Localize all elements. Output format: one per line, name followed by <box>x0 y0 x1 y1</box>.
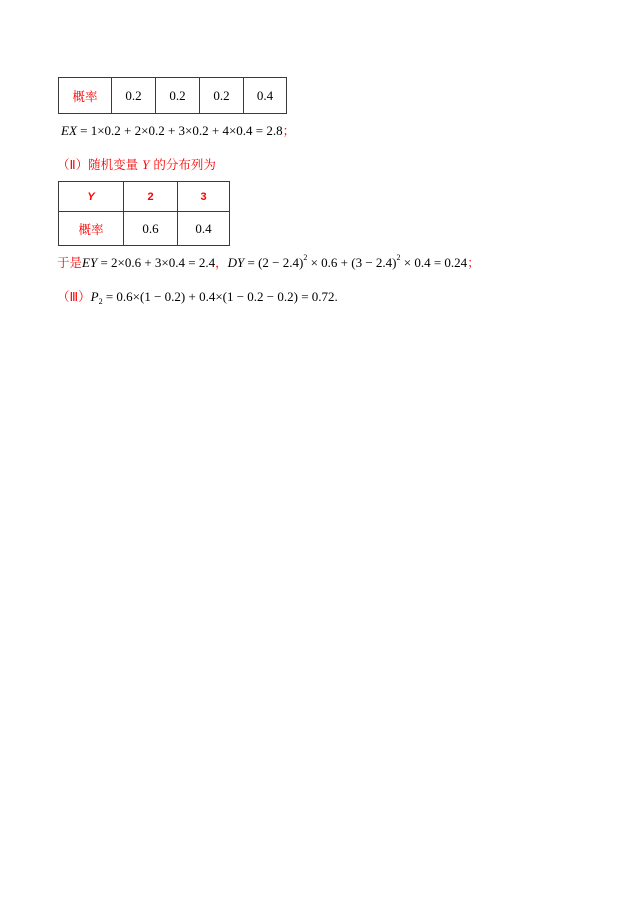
part2-heading-prefix: （Ⅱ）随机变量 <box>57 157 143 172</box>
ex-symbol: EX <box>61 123 77 138</box>
part2-heading <box>57 156 216 174</box>
ey-symbol: EY <box>82 255 98 270</box>
value-header-row <box>59 182 230 212</box>
dy-term1-exponent: 2 <box>303 253 308 262</box>
probability-cell: 0.2 <box>112 78 156 114</box>
probability-cell: 0.4 <box>178 212 230 246</box>
dy-tail: × 0.4 = 0.24 <box>400 255 468 270</box>
header-variable-y: Y <box>59 182 124 212</box>
part2-heading-suffix: 的分布列为 <box>149 157 216 172</box>
ey-expression: = 2×0.6 + 3×0.4 = 2.4 <box>97 255 216 270</box>
distribution-table-x <box>58 77 287 114</box>
p-symbol: P <box>90 289 99 304</box>
part3-line <box>57 288 338 306</box>
dy-term1: (2 − 2.4) <box>258 255 304 270</box>
ex-expression: = 1×0.2 + 2×0.2 + 3×0.2 + 4×0.4 = 2.8 <box>76 123 283 138</box>
p-subscript: 2 <box>98 297 103 306</box>
part3-lead: （Ⅲ） <box>57 289 91 304</box>
header-value: 2 <box>124 182 178 212</box>
expectation-x-line <box>61 122 295 140</box>
dy-middle: × 0.6 + <box>307 255 352 270</box>
row-label-probability: 概率 <box>59 78 112 114</box>
dy-symbol: DY <box>227 255 245 270</box>
probability-cell: 0.6 <box>124 212 178 246</box>
distribution-table-y <box>58 181 230 246</box>
part2-heading-variable: Y <box>142 157 150 172</box>
header-value: 3 <box>178 182 230 212</box>
probability-row <box>59 212 230 246</box>
dy-equals: = <box>244 255 259 270</box>
expectation-variance-y-line <box>57 254 480 272</box>
dy-term2-exponent: 2 <box>396 253 401 262</box>
ey-lead-text: 于是 <box>57 255 83 270</box>
probability-row <box>59 78 287 114</box>
ex-terminator: ； <box>282 123 296 138</box>
p-expression: = 0.6×(1 − 0.2) + 0.4×(1 − 0.2 − 0.2) = 0.72. <box>102 289 338 304</box>
ey-separator: ， <box>215 255 228 270</box>
dy-term2: (3 − 2.4) <box>351 255 397 270</box>
probability-cell: 0.2 <box>200 78 244 114</box>
row-label-probability: 概率 <box>59 212 124 246</box>
probability-cell: 0.4 <box>244 78 287 114</box>
probability-cell: 0.2 <box>156 78 200 114</box>
dy-terminator: ； <box>467 255 480 270</box>
